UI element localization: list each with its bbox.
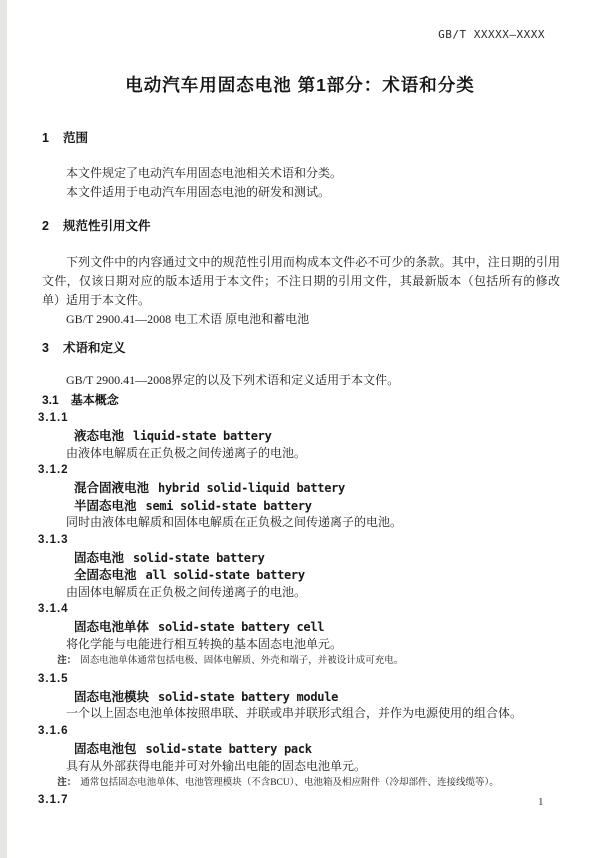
term-zh: 液态电池: [74, 429, 125, 444]
term-note: [42, 653, 560, 670]
term-line: [42, 740, 560, 757]
term-definition: 一个以上固态电池单体按照串联、并联或串并联形式组合，并作为电源使用的组合体。: [66, 706, 523, 721]
page-number: 1: [538, 796, 544, 808]
term-line: [42, 427, 560, 444]
term-line: [42, 688, 560, 705]
clause-number: 3.1.3: [38, 533, 69, 546]
clause-number: 3.1.1: [38, 411, 69, 424]
section-2-number: 2: [42, 219, 49, 233]
section-normative-references: [42, 219, 560, 329]
terms-intro: GB/T 2900.41—2008界定的以及下列术语和定义适用于本文件。: [66, 373, 400, 387]
document-title: 电动汽车用固态电池 第1部分：术语和分类: [125, 75, 475, 95]
term-note: [42, 775, 560, 792]
term-zh: 固态电池单体: [74, 620, 150, 635]
term-en: solid-state battery pack: [145, 742, 312, 757]
section-1-title: 范围: [62, 131, 88, 145]
clause-number: 3.1.6: [38, 724, 69, 737]
section-3-heading: [42, 341, 560, 355]
term-zh: 混合固液电池: [74, 481, 150, 496]
term-en: solid-state battery: [133, 550, 265, 565]
term-entry: [38, 723, 560, 793]
note-label: 注：: [57, 777, 77, 788]
term-zh: 半固态电池: [74, 498, 137, 513]
term-entry: [38, 462, 560, 532]
subsection-3-1-heading: [42, 392, 560, 409]
section-scope: [42, 131, 560, 202]
subsection-3-1-number: 3.1: [42, 393, 59, 408]
term-zh: 固态电池模块: [74, 690, 150, 705]
term-zh: 固态电池: [74, 550, 125, 565]
scan-edge-shadow: [0, 0, 7, 858]
note-text: 固态电池单体通常包括电极、固体电解质、外壳和端子，并被设计成可充电。: [80, 656, 404, 667]
term-en: solid-state battery cell: [158, 620, 325, 635]
term-zh: 固态电池包: [74, 742, 137, 757]
clause-number: 3.1.4: [38, 603, 69, 616]
section-2-heading: [42, 219, 560, 233]
references-paragraph: 下列文件中的内容通过文中的规范性引用而构成本文件必不可少的条款。其中，注日期的引用文件，仅该日期对应的版本适用于本文件；不注日期的引用文件，其最新版本（包括所有的修改单）适用于本文件。: [42, 255, 560, 307]
term-line: [42, 618, 560, 635]
section-1-heading: [42, 131, 560, 145]
term-definition: 同时由液体电解质和固体电解质在正负极之间传递离子的电池。: [66, 515, 403, 530]
section-1-number: 1: [42, 131, 49, 145]
term-entry: [38, 601, 560, 671]
term-en: all solid-state battery: [145, 568, 305, 583]
term-line: [42, 566, 560, 583]
term-definition: 具有从外部获得电能并可对外输出电能的固态电池单元。: [66, 758, 367, 773]
term-entry: [38, 792, 560, 809]
term-en: hybrid solid-liquid battery: [158, 481, 345, 496]
section-terms-definitions: [38, 341, 560, 810]
section-2-title: 规范性引用文件: [62, 219, 151, 233]
term-definition: 由液体电解质在正负极之间传递离子的电池。: [66, 445, 307, 460]
section-3-title: 术语和定义: [62, 341, 126, 355]
term-entry: [38, 532, 560, 602]
clause-number: 3.1.2: [38, 463, 69, 476]
term-line: [42, 479, 560, 496]
clause-number: 3.1.7: [38, 794, 69, 807]
note-text: 通常包括固态电池单体、电池管理模块（不含BCU）、电池箱及相应附件（冷却部件、连接线缆等）。: [80, 777, 499, 788]
term-en: solid-state battery module: [158, 690, 339, 705]
term-en: liquid-state battery: [133, 429, 272, 444]
standard-code: GB/T XXXXX—XXXX: [438, 28, 545, 41]
term-en: semi solid-state battery: [145, 498, 312, 513]
reference-item: GB/T 2900.41—2008 电工术语 原电池和蓄电池: [66, 312, 310, 326]
section-3-number: 3: [42, 341, 49, 355]
clause-number: 3.1.5: [38, 672, 69, 685]
scope-paragraph-1: 本文件规定了电动汽车用固态电池相关术语和分类。: [66, 166, 343, 180]
term-entry: [38, 410, 560, 462]
term-definition: 由固体电解质在正负极之间传递离子的电池。: [66, 584, 307, 599]
term-zh: 全固态电池: [74, 568, 137, 583]
scope-paragraph-2: 本文件适用于电动汽车用固态电池的研发和测试。: [66, 185, 331, 199]
term-line: [42, 497, 560, 514]
term-line: [42, 549, 560, 566]
subsection-3-1-title: 基本概念: [70, 393, 119, 408]
term-definition: 将化学能与电能进行相互转换的基本固态电池单元。: [66, 636, 343, 651]
term-entry: [38, 671, 560, 723]
note-label: 注：: [57, 656, 77, 667]
